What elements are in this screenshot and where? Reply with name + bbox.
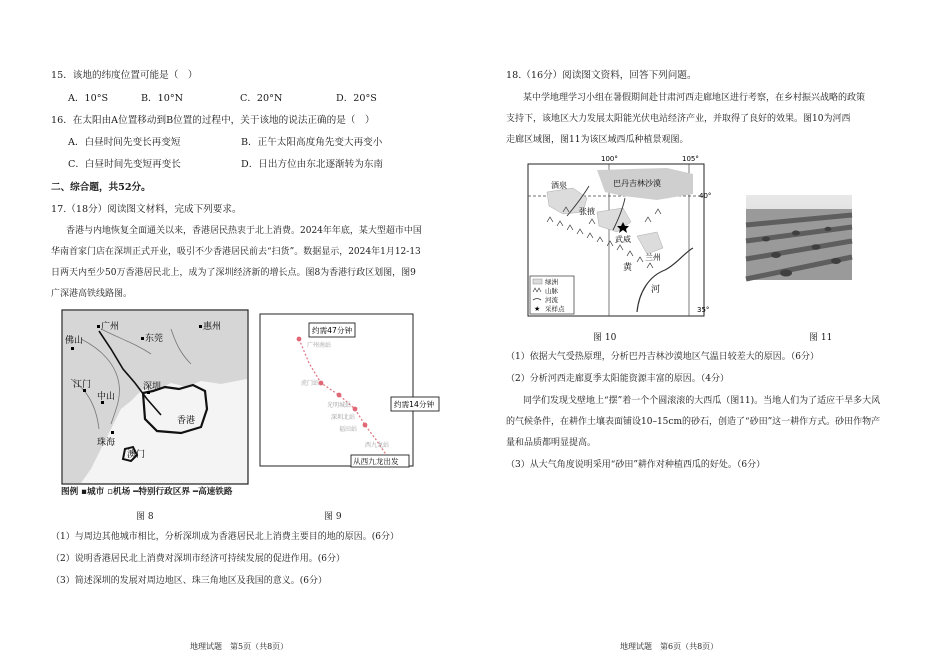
q17-para-line-1: 香港与内地恢复全面通关以来，香港居民热衷于北上消费。2024年年底，某大型超市中国 <box>66 226 422 236</box>
fig10-legend-mountain: 山脉 <box>545 287 558 295</box>
fig9-station-6: 西九龙站 <box>365 442 390 449</box>
fig8-label-jiangmen: 江门 <box>73 380 92 390</box>
q16-option-b: B．正午太阳高度角先变大再变小 <box>241 137 383 148</box>
q18-sub-1: （1）依据大气受热原理，分析巴丹吉林沙漠地区气温日较差大的原因。（6分） <box>506 352 819 362</box>
fig9-callout-depart: 从西九龙出发 <box>353 457 399 466</box>
fig11-caption: 图 11 <box>809 333 833 343</box>
figure-8-map <box>61 309 249 485</box>
fig8-label-dongguan: 东莞 <box>145 334 164 344</box>
fig10-lon-100: 100° <box>601 155 618 163</box>
fig8-legend: 图例 ▪城市 ▫机场 ━特别行政区界 ━高速铁路 <box>61 487 233 497</box>
fig10-legend-oasis: 绿洲 <box>545 278 558 286</box>
section-2-heading: 二、综合题，共52分。 <box>51 182 151 193</box>
q18-para2-line-2: 的气候条件，在耕作土壤表面铺设10–15cm的砂石，创造了“砂田”这一耕作方式。砂田作物产 <box>506 417 881 427</box>
fig9-callout-14: 约需14分钟 <box>394 400 435 409</box>
q15-stem: 15．该地的纬度位置可能是（ ） <box>51 70 198 81</box>
fig8-label-zhongshan: 中山 <box>97 392 116 402</box>
fig10-label-huang: 黄 <box>623 263 633 273</box>
fig9-station-4: 深圳北站 <box>331 414 356 421</box>
q16-option-a: A．白昼时间先变长再变短 <box>68 137 181 148</box>
fig10-legend-sample: 采样点 <box>545 305 565 313</box>
q18-para2-line-1: 同学们发现戈壁地上“摆”着一个个圆滚滚的大西瓜（图11)。当地人们为了适应干旱多大风 <box>523 396 881 406</box>
q17-head: 17.（18分）阅读图文材料，完成下列要求。 <box>51 204 242 215</box>
fig10-label-wuwei: 武威 <box>615 235 631 244</box>
q18-para1-line-3: 走廊区域图，图11为该区域西瓜种植景观图。 <box>506 135 689 145</box>
figure-10-map <box>527 152 717 324</box>
q16-stem: 16．在太阳由A位置移动到B位置的过程中，关于该地的说法正确的是（ ） <box>51 115 375 126</box>
figure-11-photo <box>746 195 852 280</box>
figure-9-rail-map <box>259 313 435 467</box>
fig10-caption: 图 10 <box>593 333 617 343</box>
fig10-label-zhangye: 张掖 <box>579 207 595 216</box>
fig9-station-1: 广州南站 <box>307 342 332 349</box>
fig10-legend-river: 河流 <box>545 296 558 304</box>
q18-para1-line-1: 某中学地理学习小组在暑假期间赴甘肃河西走廊地区进行考察，在乡村振兴战略的政策 <box>523 93 866 103</box>
q15-option-a: A．10°S <box>68 93 109 104</box>
q17-sub-2: （2）说明香港居民北上消费对深圳市经济可持续发展的促进作用。(6分） <box>51 554 345 564</box>
fig8-caption: 图 8 <box>136 512 154 522</box>
fig9-station-2: 虎门站 <box>301 380 320 387</box>
footer-left: 地理试题 第5页（共8页） <box>190 642 289 651</box>
q17-sub-3: （3）简述深圳的发展对周边地区、珠三角地区及我国的意义。(6分） <box>51 576 327 586</box>
fig8-label-shenzhen: 深圳 <box>143 382 162 392</box>
right-page <box>475 0 950 671</box>
fig10-label-jiuquan: 酒泉 <box>551 181 567 190</box>
q18-para1-line-2: 支持下，该地区大力发展太阳能光伏电站经济产业，并取得了良好的效果。图10为河西 <box>506 114 851 124</box>
fig8-label-huizhou: 惠州 <box>203 322 222 332</box>
fig10-lon-105: 105° <box>682 155 699 163</box>
fig8-label-hongkong: 香港 <box>177 416 196 426</box>
q18-sub-3: （3）从大气角度说明采用“砂田”耕作对种植西瓜的好处。（6分） <box>506 460 766 470</box>
fig8-label-zhuhai: 珠海 <box>97 438 116 448</box>
fig10-label-he: 河 <box>651 285 661 295</box>
q18-para2-line-3: 量和品质都明显提高。 <box>506 438 597 448</box>
fig9-station-3: 光明城站 <box>327 402 352 409</box>
star-icon: ★ <box>534 305 541 313</box>
fig9-station-5: 福田站 <box>339 426 358 433</box>
fig10-label-desert: 巴丹吉林沙漠 <box>613 179 661 188</box>
footer-right: 地理试题 第6页（共8页） <box>620 642 719 651</box>
q17-sub-1: （1）与周边其他城市相比，分析深圳成为香港居民北上消费主要目的地的原因。(6分） <box>51 532 399 542</box>
q15-option-c: C．20°N <box>240 93 283 104</box>
q18-sub-2: （2）分析河西走廊夏季太阳能资源丰富的原因。（4分） <box>506 374 729 384</box>
fig10-lat-40: 40° <box>699 192 712 200</box>
q16-option-c: C．白昼时间先变短再变长 <box>68 159 181 170</box>
fig8-label-foshan: 佛山 <box>65 336 84 346</box>
fig9-caption: 图 9 <box>324 512 342 522</box>
fig8-label-macau: 澳门 <box>127 450 146 460</box>
fig10-label-lanzhou: 兰州 <box>645 253 661 262</box>
q16-option-d: D．日出方位由东北逐渐转为东南 <box>241 159 384 170</box>
q17-para-line-4: 广深港高铁线路图。 <box>51 289 133 299</box>
q17-para-line-2: 华南首家门店在深圳正式开业，吸引不少香港居民前去“扫货”。数据显示，2024年1月12-13 <box>51 247 421 257</box>
fig10-lat-35: 35° <box>697 306 710 314</box>
q15-option-b: B．10°N <box>141 93 184 104</box>
q17-para-line-3: 日两天内至少50万香港居民北上，成为了深圳经济新的增长点。图8为香港行政区划图，图9 <box>51 268 416 278</box>
fig9-callout-47: 约需47分钟 <box>312 326 353 335</box>
fig8-label-guangzhou: 广州 <box>101 322 120 332</box>
q18-head: 18.（16分）阅读图文资料，回答下列问题。 <box>506 70 697 81</box>
q15-option-d: D．20°S <box>336 93 377 104</box>
